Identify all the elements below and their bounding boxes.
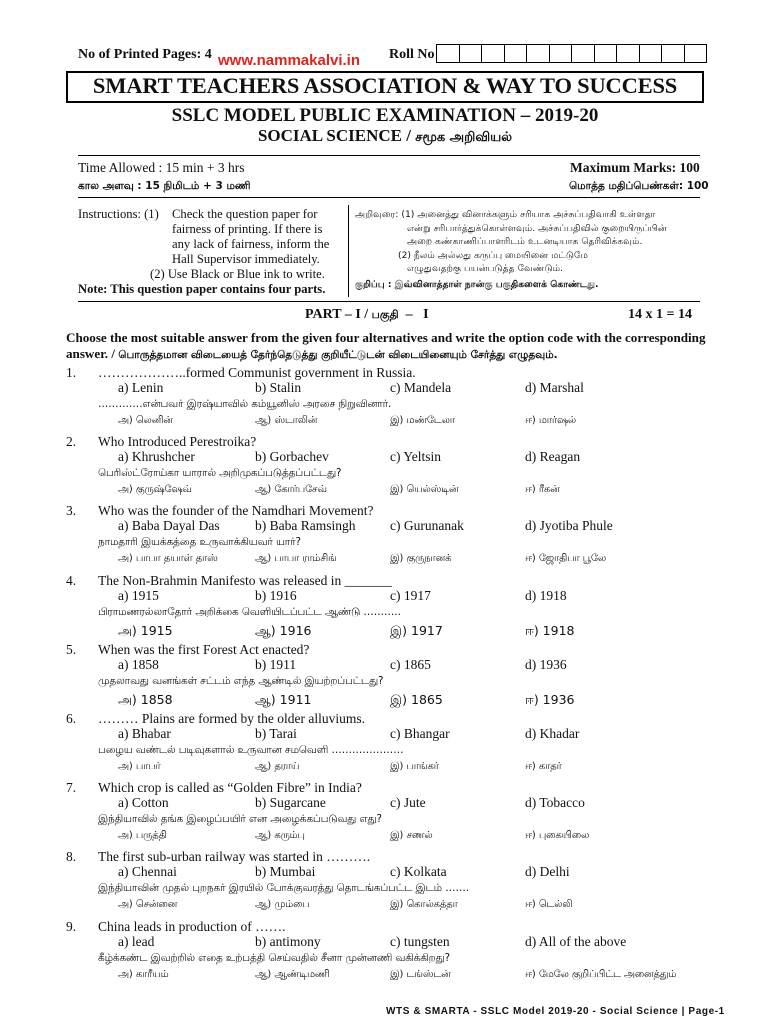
website-watermark: www.nammakalvi.in bbox=[218, 52, 360, 69]
roll-no-box bbox=[526, 44, 550, 63]
option-en: c) Kolkata bbox=[390, 864, 447, 880]
divider-top bbox=[78, 155, 700, 156]
option-en: c) tungsten bbox=[390, 933, 450, 949]
option-en: c) Mandela bbox=[390, 380, 452, 395]
instruction-ta-line: எழுதுவதற்கு பயன்படுத்த வேண்டும். bbox=[407, 263, 564, 275]
question-text: When was the first Forest Act enacted? bbox=[98, 641, 310, 657]
option-en: a) Baba Dayal Das bbox=[118, 518, 220, 534]
option-en: a) Lenin bbox=[118, 380, 164, 395]
roll-no-box bbox=[684, 44, 708, 63]
option-en: c) 1865 bbox=[390, 656, 431, 672]
option-ta: அ) சென்னை bbox=[118, 899, 178, 911]
option-ta: அ) குருஷ்ஷேவ் bbox=[118, 484, 192, 496]
roll-no-box bbox=[459, 44, 483, 63]
instruction-line: any lack of fairness, inform the bbox=[172, 237, 330, 251]
option-ta: ஆ) ஆண்டிமணி bbox=[255, 968, 330, 980]
option-ta: இ) யெல்ஸ்டின் bbox=[390, 484, 459, 496]
option-ta: அ) பாபர் bbox=[118, 761, 161, 772]
question-number: 1. bbox=[66, 365, 77, 380]
roll-no-boxes bbox=[437, 44, 707, 63]
roll-no-box bbox=[661, 44, 685, 63]
option-en: a) 1858 bbox=[118, 656, 159, 672]
question-text-ta: ………….என்பவர் இரஷ்யாவில் கம்யூனிஸ் அரசை நிறுவினார். bbox=[98, 398, 392, 410]
option-ta: ஈ) மார்ஷல் bbox=[525, 415, 577, 426]
question-number: 9. bbox=[66, 918, 77, 934]
option-en: b) Baba Ramsingh bbox=[255, 518, 356, 534]
option-en: b) Gorbachev bbox=[255, 449, 329, 465]
option-en: c) Gurunanak bbox=[390, 518, 464, 534]
question-text: The first sub-urban railway was started in ………. bbox=[98, 849, 371, 865]
question-number: 3. bbox=[66, 503, 77, 519]
option-en: b) 1911 bbox=[255, 656, 297, 672]
option-ta: ஆ) 1911 bbox=[255, 691, 312, 707]
option-en: a) lead bbox=[118, 933, 155, 949]
option-en: d) 1918 bbox=[525, 587, 567, 603]
instruction-ta-line: என்று சரிபார்த்துக்கொள்ளவும். அச்சுப்பதிவில் குறையிருப்பின் bbox=[407, 222, 667, 234]
option-en: c) Yeltsin bbox=[390, 449, 442, 465]
maximum-marks: Maximum Marks: 100 bbox=[570, 160, 700, 175]
part-marks: 14 x 1 = 14 bbox=[628, 307, 692, 322]
option-ta: இ) மண்டேலா bbox=[390, 415, 455, 426]
page-footer: WTS & SMARTA - SSLC Model 2019-20 - Social Science | Page-1 bbox=[386, 1006, 725, 1017]
option-ta: ஆ) ஸ்டாலின் bbox=[255, 415, 318, 426]
option-en: b) Stalin bbox=[255, 380, 302, 395]
instruction-line: fairness of printing. If there is bbox=[172, 222, 323, 236]
option-ta: இ) பாங்கர் bbox=[390, 761, 439, 772]
question-number: 4. bbox=[66, 572, 77, 588]
option-ta: அ) 1915 bbox=[118, 622, 173, 638]
printed-pages: No of Printed Pages: 4 bbox=[78, 47, 212, 62]
note-ta: குறிப்பு : இவ்வினாத்தாள் நான்கு பகுதிகளைக் கொண்டது. bbox=[355, 278, 599, 290]
option-ta: ஈ) 1918 bbox=[525, 622, 575, 638]
option-en: a) Khrushcher bbox=[118, 449, 195, 465]
instructions-en bbox=[78, 207, 348, 297]
option-ta: ஆ) தராய் bbox=[255, 761, 300, 772]
option-en: d) All of the above bbox=[525, 933, 627, 949]
part-label: PART – I / bbox=[305, 307, 372, 322]
option-en: b) 1916 bbox=[255, 587, 297, 603]
part-number: – I bbox=[398, 307, 429, 322]
question-number: 8. bbox=[66, 849, 77, 865]
roll-no-box bbox=[504, 44, 528, 63]
option-ta: இ) சணல் bbox=[390, 830, 433, 842]
question-number: 5. bbox=[66, 641, 77, 657]
option-ta: ஈ) காதர் bbox=[525, 761, 562, 772]
instructions-ta bbox=[355, 208, 667, 292]
question-text-ta: நாமதாரி இயக்கத்தை உருவாக்கியவர் யார்? bbox=[98, 536, 302, 549]
option-ta: ஆ) கோர்பசேவ் bbox=[255, 484, 327, 496]
roll-no-box bbox=[616, 44, 640, 63]
roll-no-box bbox=[436, 44, 460, 63]
option-en: b) Sugarcane bbox=[255, 795, 326, 811]
option-ta: அ) பருத்தி bbox=[118, 830, 167, 842]
roll-no-box bbox=[481, 44, 505, 63]
option-ta: ஈ) 1936 bbox=[525, 691, 575, 707]
subject-ta: சமூக அறிவியல் bbox=[415, 130, 513, 145]
question-number: 7. bbox=[66, 780, 77, 796]
option-ta: ஈ) ரீகன் bbox=[525, 484, 560, 496]
option-ta: ஆ) கரும்பு bbox=[255, 830, 305, 842]
question-text: ………………..formed Communist government in Russia. bbox=[98, 365, 416, 380]
question-text-ta: பெரிஸ்ட்ரோய்கா யாரால் அறிமுகப்படுத்தப்பட்டது? bbox=[98, 467, 342, 480]
option-ta: இ) குருநானக் bbox=[390, 553, 452, 565]
divider-mid bbox=[78, 197, 700, 198]
question-text: The Non-Brahmin Manifesto was released in _______ bbox=[98, 572, 392, 588]
question-text-ta: பழைய வண்டல் படிவுகளால் உருவான சமவெளி ………………… bbox=[98, 744, 404, 756]
option-ta: இ) கொல்கத்தா bbox=[390, 899, 458, 911]
option-ta: ஆ) பாபா ராம்சிங் bbox=[255, 553, 337, 565]
question-number: 2. bbox=[66, 434, 77, 450]
roll-no-box bbox=[639, 44, 663, 63]
option-ta: இ) 1865 bbox=[390, 691, 443, 707]
instruction-line: Hall Supervisor immediately. bbox=[172, 252, 320, 266]
roll-no-box bbox=[571, 44, 595, 63]
time-allowed-ta: கால அளவு : 15 நிமிடம் + 3 மணி bbox=[78, 180, 251, 192]
option-en: a) Bhabar bbox=[118, 726, 171, 741]
option-ta: ஈ) புகையிலை bbox=[525, 830, 590, 842]
question-number: 6. bbox=[66, 711, 77, 726]
option-en: c) 1917 bbox=[390, 587, 431, 603]
option-en: d) Jyotiba Phule bbox=[525, 518, 613, 534]
question-text-ta: பிராமணரல்லாதோர் அறிக்கை வெளியிடப்பட்ட ஆண்டு ……….. bbox=[98, 605, 401, 618]
instruction-line: (2) Use Black or Blue ink to write. bbox=[150, 267, 325, 281]
option-ta: ஈ) டெல்லி bbox=[525, 899, 573, 911]
roll-no-box bbox=[594, 44, 618, 63]
option-en: d) 1936 bbox=[525, 656, 567, 672]
question-text: Who Introduced Perestroika? bbox=[98, 434, 257, 450]
choose-instruction bbox=[66, 330, 706, 363]
exam-title: SSLC MODEL PUBLIC EXAMINATION – 2019-20 bbox=[171, 105, 599, 126]
option-en: b) antimony bbox=[255, 933, 321, 949]
part-heading bbox=[305, 307, 429, 323]
option-en: a) 1915 bbox=[118, 587, 159, 603]
instructions-divider bbox=[348, 205, 349, 297]
option-ta: இ) டங்ஸ்டன் bbox=[390, 968, 451, 980]
roll-no-box bbox=[549, 44, 573, 63]
option-ta: அ) காரீயம் bbox=[118, 968, 169, 980]
option-en: d) Khadar bbox=[525, 726, 580, 741]
option-en: d) Marshal bbox=[525, 380, 584, 395]
option-ta: ஈ) மேலே குறிப்பிட்ட அனைத்தும் bbox=[525, 968, 677, 980]
divider-part bbox=[78, 301, 700, 302]
option-ta: ஆ) 1916 bbox=[255, 622, 312, 638]
option-ta: அ) 1858 bbox=[118, 691, 173, 707]
instructions-lead: Instructions: (1) bbox=[78, 207, 159, 221]
time-allowed: Time Allowed : 15 min + 3 hrs bbox=[78, 160, 245, 175]
choose-ta: பொருத்தமான விடையைத் தேர்ந்தெடுத்து குறியீட்டுடன் விடையினையும் சேர்த்து எழுதவும். bbox=[118, 349, 558, 361]
option-en: c) Bhangar bbox=[390, 726, 450, 741]
question-text: ……… Plains are formed by the older alluviums. bbox=[98, 711, 365, 726]
option-en: b) Tarai bbox=[255, 726, 297, 741]
option-en: d) Tobacco bbox=[525, 795, 585, 811]
question-text: Who was the founder of the Namdhari Movement? bbox=[98, 503, 374, 519]
question-text: Which crop is called as “Golden Fibre” in India? bbox=[98, 780, 362, 796]
instruction-ta-line: (2) நீலம் அல்லது கருப்பு மையினை மட்டுமே bbox=[398, 249, 588, 261]
association-title: SMART TEACHERS ASSOCIATION & WAY TO SUCCESS bbox=[92, 73, 678, 98]
option-ta: இ) 1917 bbox=[390, 622, 443, 638]
option-ta: ஆ) மும்பை bbox=[255, 899, 310, 911]
question-text: China leads in production of ……. bbox=[98, 918, 286, 934]
option-en: d) Reagan bbox=[525, 449, 581, 465]
note-four-parts: Note: This question paper contains four parts. bbox=[78, 282, 326, 296]
maximum-marks-ta: மொத்த மதிப்பெண்கள்: 100 bbox=[569, 180, 709, 192]
instruction-ta-line: அறிவுரை: (1) அனைத்து வினாக்களும் சரியாக அச்சுப்பதிவாகி உள்ளதா bbox=[355, 209, 656, 220]
question-text-ta: இந்தியாவின் முதல் புறநகர் இரயில் போக்குவரத்து தொடங்கப்பட்ட இடம் ……. bbox=[98, 882, 470, 895]
question-text-ta: முதலாவது வனங்கள் சட்டம் எந்த ஆண்டில் இயற்றப்பட்டது? bbox=[98, 674, 384, 687]
question-text-ta: கீழ்க்கண்ட இவற்றில் எதை உற்பத்தி செய்வதில் சீனா முன்னணி வகிக்கிறது? bbox=[98, 951, 451, 964]
option-en: d) Delhi bbox=[525, 864, 570, 880]
roll-no-label: Roll No bbox=[389, 47, 435, 62]
option-ta: அ) பாபா தயாள் தாஸ் bbox=[118, 553, 218, 565]
instruction-line: Check the question paper for bbox=[172, 207, 318, 221]
instruction-ta-line: அறை கண்காணிப்பாளரிடம் உடனடியாக தெரிவிக்கவும். bbox=[407, 236, 643, 248]
subject-title bbox=[66, 126, 704, 146]
question-text-ta: இந்தியாவில் தங்க இழைப்பயிர் என அழைக்கப்படுவது எது? bbox=[98, 813, 382, 826]
option-en: a) Chennai bbox=[118, 864, 177, 880]
option-ta: ஈ) ஜோதிபா பூலே bbox=[525, 553, 607, 565]
choose-en: Choose the most suitable answer from the given four alternatives and write the option code with the corresponding answer. / bbox=[66, 330, 706, 361]
part-label-ta: பகுதி bbox=[371, 308, 399, 321]
option-ta: அ) லெனின் bbox=[118, 415, 173, 426]
option-en: c) Jute bbox=[390, 795, 426, 811]
option-en: a) Cotton bbox=[118, 795, 169, 811]
subject-en: SOCIAL SCIENCE / bbox=[257, 126, 416, 145]
option-en: b) Mumbai bbox=[255, 864, 316, 880]
